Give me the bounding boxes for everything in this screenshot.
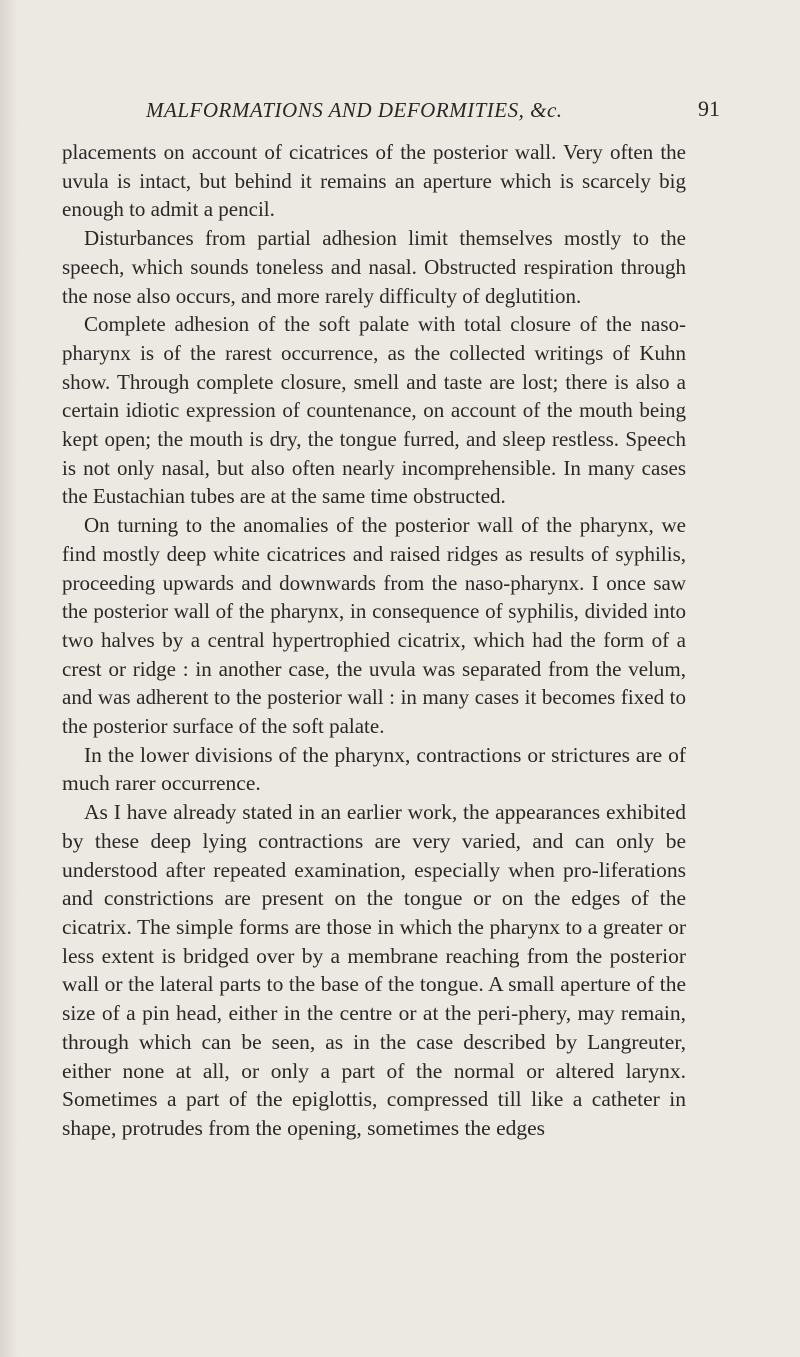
spine-shadow [0, 0, 18, 1357]
running-title: MALFORMATIONS AND DEFORMITIES, &c. [146, 98, 563, 122]
body-text [62, 138, 686, 1143]
paragraph-6: As I have already stated in an earlier work, the appearances exhibited by these deep lying contractions are very varied, and can only be understood after repeated examination, especially when pro-liferations and constrictions are present on the tongue or on the edges of the cicatrix. The simple forms are those in which the pharynx to a greater or less extent is bridged over by a membrane reaching from the posterior wall or the lateral parts to the base of the tongue. A small aperture of the size of a pin head, either in the centre or at the peri-phery, may remain, through which can be seen, as in the case described by Langreuter, either none at all, or only a part of the normal or altered larynx. Sometimes a part of the epiglottis, compressed till like a catheter in shape, protrudes from the opening, sometimes the edges [62, 800, 686, 1140]
paragraph-4: On turning to the anomalies of the posterior wall of the pharynx, we find mostly deep white cicatrices and raised ridges as results of syphilis, proceeding upwards and downwards from the naso-pharynx. I once saw the posterior wall of the pharynx, in consequence of syphilis, divided into two halves by a central hypertrophied cicatrix, which had the form of a crest or ridge : in another case, the uvula was separated from the velum, and was adherent to the posterior wall : in many cases it becomes fixed to the posterior surface of the soft palate. [62, 513, 686, 739]
paragraph-1: placements on account of cicatrices of the posterior wall. Very often the uvula is intact, but behind it remains an aperture which is scarcely big enough to admit a pencil. [62, 140, 686, 222]
page-number: 91 [698, 96, 720, 121]
paragraph-2: Disturbances from partial adhesion limit themselves mostly to the speech, which sounds toneless and nasal. Obstructed respiration through the nose also occurs, and more rarely difficulty of deglutition. [62, 226, 686, 308]
paragraph-5: In the lower divisions of the pharynx, contractions or strictures are of much rarer occurrence. [62, 742, 686, 796]
paragraph-3: Complete adhesion of the soft palate with total closure of the naso-pharynx is of the rarest occurrence, as the collected writings of Kuhn show. Through complete closure, smell and taste are lost; there is also a certain idiotic expression of countenance, on account of the mouth being kept open; the mouth is dry, the tongue furred, and sleep restless. Speech is not only nasal, but also often nearly incomprehensible. In many cases the Eustachian tubes are at the same time obstructed. [62, 312, 686, 509]
